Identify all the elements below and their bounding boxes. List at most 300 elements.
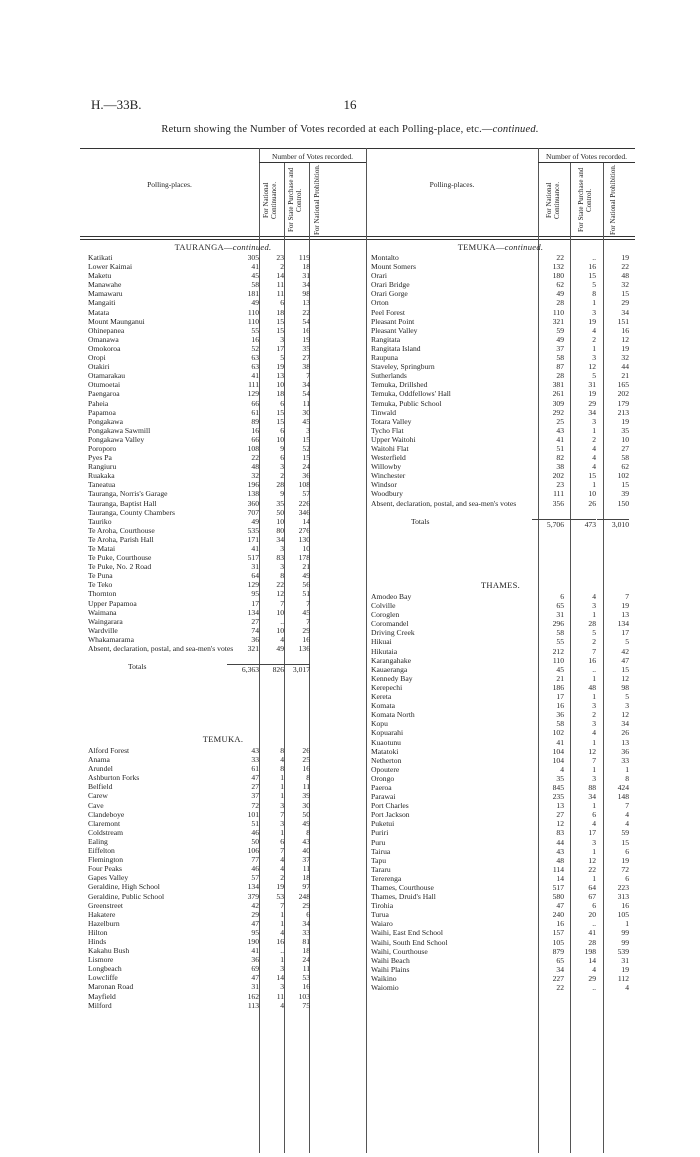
prohibition-votes: 34 — [621, 719, 629, 729]
continuance-votes: 47 — [251, 918, 259, 928]
continuance-votes: 381 — [552, 380, 564, 390]
continuance-votes: 37 — [556, 343, 564, 353]
polling-place-name: Belfield — [88, 782, 113, 792]
polling-place-name: Lower Kaimai — [88, 262, 133, 272]
prohibition-votes: 130 — [298, 534, 310, 544]
table-row — [88, 1001, 366, 1010]
prohibition-votes: 30 — [302, 800, 310, 810]
table-row — [371, 901, 635, 910]
table-row — [88, 335, 366, 344]
table-row — [371, 335, 635, 344]
prohibition-votes: 14 — [302, 516, 310, 526]
prohibition-total: 3,010 — [597, 519, 629, 529]
polling-place-name: Te Puke, No. 2 Road — [88, 562, 152, 572]
polling-place-name: Coldstream — [88, 827, 124, 837]
continuance-votes: 95 — [251, 589, 259, 599]
table-row — [88, 289, 366, 298]
continuance-votes: 104 — [552, 755, 564, 765]
polling-place-name: Hinds — [88, 936, 107, 946]
state-votes: 10 — [276, 516, 284, 526]
polling-place-name: Flemington — [88, 855, 124, 865]
table-row — [371, 728, 635, 737]
table-row — [371, 756, 635, 765]
prohibition-votes: 19 — [621, 601, 629, 611]
table-top-rule — [80, 148, 635, 149]
continuance-votes: 47 — [251, 773, 259, 783]
polling-place-name: Amodeo Bay — [371, 592, 412, 601]
table-row — [88, 982, 366, 991]
state-votes: 15 — [276, 316, 284, 326]
table-row — [88, 973, 366, 982]
continuance-votes: 113 — [247, 1000, 259, 1010]
continuance-votes: 47 — [251, 973, 259, 983]
state-votes: 9 — [280, 443, 284, 453]
table-row — [88, 873, 366, 882]
continuance-votes: 27 — [251, 782, 259, 792]
table-row — [88, 553, 366, 562]
state-votes: 4 — [592, 453, 596, 463]
prohibition-votes: 226 — [298, 498, 310, 508]
state-votes: 3 — [592, 307, 596, 317]
table-row — [371, 408, 635, 417]
state-votes: 20 — [588, 910, 596, 920]
continuance-votes: 31 — [251, 982, 259, 992]
section-title-temuka: TEMUKA. — [202, 734, 244, 744]
continuance-votes: 45 — [251, 271, 259, 281]
prohibition-votes: 45 — [302, 607, 310, 617]
state-votes: 14 — [588, 955, 596, 965]
state-votes: 3 — [280, 334, 284, 344]
polling-place-name: Longbeach — [88, 964, 122, 974]
table-row — [371, 371, 635, 380]
polling-place-name: Matata — [88, 307, 110, 317]
state-votes: 49 — [276, 644, 284, 654]
table-row — [371, 983, 635, 992]
prohibition-votes: 7 — [306, 616, 310, 626]
polling-place-name: Tauranga, Norris's Garage — [88, 489, 168, 499]
prohibition-votes: 15 — [302, 453, 310, 463]
table-row — [371, 692, 635, 701]
polling-place-name: Tererenga — [371, 873, 402, 883]
polling-place-name: Anama — [88, 755, 110, 765]
table-row — [371, 974, 635, 983]
continuance-votes: 13 — [556, 801, 564, 811]
subheader-rule — [538, 162, 635, 163]
polling-place-name: Pleasant Valley — [371, 325, 418, 335]
state-total: 826 — [252, 664, 284, 674]
table-row — [88, 764, 366, 773]
polling-place-name: Wardville — [88, 625, 118, 635]
state-votes: 17 — [588, 828, 596, 838]
polling-place-name: Coroglen — [371, 610, 400, 620]
state-votes: 3 — [592, 719, 596, 729]
continuance-votes: 58 — [556, 719, 564, 729]
state-votes: 1 — [280, 918, 284, 928]
prohibition-votes: 136 — [298, 644, 310, 654]
continuance-votes: 66 — [251, 434, 259, 444]
polling-place-name: Orari Bridge — [371, 280, 410, 290]
continuance-votes: 38 — [556, 462, 564, 472]
totals-row — [371, 517, 635, 530]
prohibition-votes: 37 — [302, 855, 310, 865]
prohibition-votes: 18 — [302, 873, 310, 883]
state-votes: .. — [280, 946, 284, 956]
prohibition-votes: 12 — [621, 710, 629, 720]
state-votes: 18 — [276, 389, 284, 399]
state-votes: 34 — [588, 792, 596, 802]
continuance-votes: 379 — [247, 891, 259, 901]
state-votes: 7 — [280, 598, 284, 608]
prohibition-votes: 22 — [621, 262, 629, 272]
polling-place-name: Ashburton Forks — [88, 773, 140, 783]
table-row — [371, 317, 635, 326]
table-row — [88, 846, 366, 855]
prohibition-votes: 53 — [302, 973, 310, 983]
state-votes: 6 — [592, 901, 596, 911]
continuance-votes: 66 — [251, 398, 259, 408]
table-row — [371, 701, 635, 710]
page-title: Return showing the Number of Votes recorded at each Polling-place, etc.—continued. — [161, 124, 539, 135]
table-row — [88, 271, 366, 280]
table-row — [88, 864, 366, 873]
state-votes: 11 — [276, 991, 284, 1001]
prohibition-votes: 148 — [617, 792, 629, 802]
prohibition-votes: 213 — [617, 407, 629, 417]
state-votes: .. — [592, 919, 596, 929]
continuance-votes: 134 — [247, 607, 259, 617]
prohibition-votes: 62 — [621, 462, 629, 472]
state-votes: 3 — [592, 837, 596, 847]
polling-place-name: Geraldine, High School — [88, 882, 160, 892]
polling-place-name: Tararu — [371, 864, 391, 874]
polling-place-name: Mangaiti — [88, 298, 116, 308]
table-row — [88, 380, 366, 389]
polling-place-name: Rangitata — [371, 334, 401, 344]
polling-place-name: Absent, declaration, postal, and sea-men's votes — [371, 498, 517, 508]
prohibition-votes: 49 — [302, 571, 310, 581]
polling-place-name: Paheia — [88, 398, 109, 408]
table-row — [371, 865, 635, 874]
prohibition-total: 3,017 — [278, 664, 310, 674]
table-row — [88, 801, 366, 810]
state-votes: 3 — [280, 562, 284, 572]
prohibition-votes: 34 — [621, 307, 629, 317]
state-votes: 1 — [280, 827, 284, 837]
state-votes: 28 — [276, 480, 284, 490]
polling-place-name: Maketu — [88, 271, 112, 281]
continuance-votes: 580 — [552, 892, 564, 902]
polling-place-name: Matatoki — [371, 746, 399, 756]
prohibition-votes: 25 — [302, 755, 310, 765]
state-votes: 23 — [276, 253, 284, 262]
table-row — [88, 417, 366, 426]
table-row — [371, 965, 635, 974]
prohibition-votes: 56 — [302, 580, 310, 590]
continuance-votes: 58 — [251, 280, 259, 290]
state-votes: 3 — [280, 818, 284, 828]
continuance-votes: 46 — [251, 827, 259, 837]
prohibition-votes: 33 — [621, 755, 629, 765]
continuance-votes: 108 — [247, 443, 259, 453]
polling-place-name: Otamarakau — [88, 371, 126, 381]
state-votes: 15 — [276, 416, 284, 426]
continuance-votes: 16 — [251, 425, 259, 435]
prohibition-votes: 19 — [302, 334, 310, 344]
table-row — [371, 462, 635, 471]
table-row — [88, 453, 366, 462]
continuance-votes: 65 — [556, 601, 564, 611]
table-row — [371, 362, 635, 371]
state-votes: 2 — [280, 873, 284, 883]
table-row — [371, 628, 635, 637]
continuance-votes: 535 — [247, 525, 259, 535]
state-votes: 5 — [592, 280, 596, 290]
continuance-votes: 517 — [247, 553, 259, 563]
prohibition-votes: 15 — [302, 434, 310, 444]
prohibition-votes: 51 — [302, 589, 310, 599]
prohibition-votes: 19 — [621, 343, 629, 353]
table-row — [371, 956, 635, 965]
state-votes: 4 — [280, 855, 284, 865]
table-row — [371, 738, 635, 747]
polling-place-name: Four Peaks — [88, 864, 122, 874]
polling-place-name: Thames, Druid's Hall — [371, 892, 436, 902]
prohibition-votes: 40 — [302, 846, 310, 856]
polling-place-name: Waimana — [88, 607, 117, 617]
table-row — [88, 992, 366, 1001]
state-votes: 3 — [280, 544, 284, 553]
header-national-continuance: For National Continuance. — [545, 181, 561, 219]
continuance-votes: 89 — [251, 416, 259, 426]
prohibition-votes: 16 — [302, 325, 310, 335]
continuance-votes: 292 — [552, 407, 564, 417]
state-votes: 14 — [276, 973, 284, 983]
continuance-votes: 41 — [556, 434, 564, 444]
table-row — [88, 855, 366, 864]
state-votes: 1 — [592, 425, 596, 435]
prohibition-votes: 34 — [302, 918, 310, 928]
state-votes: 198 — [584, 946, 596, 956]
state-votes: 1 — [592, 692, 596, 702]
polling-place-name: Parawai — [371, 792, 396, 802]
continuance-votes: 4 — [560, 764, 564, 774]
table-row — [88, 773, 366, 782]
prohibition-votes: 165 — [617, 380, 629, 390]
continuance-votes: 129 — [247, 580, 259, 590]
state-votes: 4 — [592, 462, 596, 472]
prohibition-votes: 6 — [625, 873, 629, 883]
prohibition-votes: 35 — [621, 425, 629, 435]
prohibition-votes: 112 — [617, 973, 629, 983]
continuance-votes: 31 — [556, 610, 564, 620]
state-votes: 2 — [280, 471, 284, 481]
polling-place-name: Waihi, Courthouse — [371, 946, 428, 956]
polling-place-name: Taneatua — [88, 480, 116, 490]
polling-place-name: Lismore — [88, 955, 114, 965]
state-votes: 16 — [276, 936, 284, 946]
continuance-votes: 50 — [251, 836, 259, 846]
state-votes: 1 — [592, 737, 596, 747]
prohibition-votes: 16 — [621, 901, 629, 911]
prohibition-votes: 75 — [302, 1000, 310, 1010]
table-row — [88, 280, 366, 289]
polling-place-name: Alford Forest — [88, 746, 130, 755]
state-votes: 7 — [592, 755, 596, 765]
table-row — [371, 253, 635, 262]
polling-places-header: Polling-places. — [147, 180, 192, 189]
continuance-votes: 29 — [251, 909, 259, 919]
state-votes: 1 — [280, 909, 284, 919]
continuance-votes: 62 — [556, 280, 564, 290]
continuance-votes: 162 — [247, 991, 259, 1001]
table-row — [88, 828, 366, 837]
polling-place-name: Waihi, South End School — [371, 937, 448, 947]
state-votes: 3 — [592, 601, 596, 611]
polling-place-name: Temuka, Public School — [371, 398, 442, 408]
state-votes: 4 — [280, 1000, 284, 1010]
totals-label: Totals — [411, 516, 430, 526]
polling-place-name: Kopuarahi — [371, 728, 404, 738]
continuance-votes: 41 — [251, 371, 259, 381]
polling-place-name: Tairua — [371, 846, 391, 856]
table-row — [371, 444, 635, 453]
state-votes: 3 — [592, 701, 596, 711]
table-row — [371, 426, 635, 435]
continuance-votes: 261 — [552, 389, 564, 399]
state-votes: 1 — [592, 343, 596, 353]
prohibition-votes: 44 — [621, 362, 629, 372]
continuance-votes: 28 — [556, 298, 564, 308]
polling-place-name: Kereta — [371, 692, 392, 702]
prohibition-votes: 105 — [617, 910, 629, 920]
prohibition-votes: 150 — [617, 498, 629, 508]
polling-place-name: Kuaotunu — [371, 737, 401, 747]
table-row — [88, 810, 366, 819]
prohibition-votes: 16 — [302, 634, 310, 644]
table-row — [88, 353, 366, 362]
polling-place-name: Maronan Road — [88, 982, 134, 992]
table-row — [371, 480, 635, 489]
state-votes: 29 — [588, 398, 596, 408]
state-votes: 35 — [276, 498, 284, 508]
prohibition-votes: 313 — [617, 892, 629, 902]
state-votes: 80 — [276, 525, 284, 535]
table-row — [371, 828, 635, 837]
table-row — [371, 910, 635, 919]
polling-place-name: Sutherlands — [371, 371, 407, 381]
prohibition-votes: 54 — [302, 316, 310, 326]
state-votes: 19 — [588, 389, 596, 399]
continuance-votes: 138 — [247, 489, 259, 499]
prohibition-votes: 27 — [302, 353, 310, 363]
continuance-votes: 27 — [556, 810, 564, 820]
continuance-votes: 110 — [247, 316, 259, 326]
continuance-votes: 110 — [552, 655, 564, 665]
prohibition-votes: 35 — [302, 343, 310, 353]
state-votes: 16 — [588, 262, 596, 272]
continuance-votes: 16 — [556, 919, 564, 929]
polling-place-name: Puketui — [371, 819, 395, 829]
polling-place-name: Kennedy Bay — [371, 673, 413, 683]
polling-place-name: Kauaeranga — [371, 664, 408, 674]
continuance-votes: 34 — [556, 964, 564, 974]
state-votes: 29 — [588, 973, 596, 983]
state-votes: 12 — [588, 855, 596, 865]
state-votes: 12 — [588, 362, 596, 372]
polling-place-name: Waikino — [371, 973, 397, 983]
section-title-temuka-cont: TEMUKA—continued. — [457, 242, 544, 252]
continuance-votes: 23 — [556, 480, 564, 490]
polling-place-name: Mamawaru — [88, 289, 123, 299]
table-row — [88, 580, 366, 589]
state-votes: 26 — [588, 498, 596, 508]
continuance-votes: 129 — [247, 389, 259, 399]
continuance-votes: 42 — [251, 900, 259, 910]
state-votes: 28 — [588, 619, 596, 629]
table-row — [88, 928, 366, 937]
polling-place-name: Peel Forest — [371, 307, 405, 317]
continuance-votes: 64 — [251, 571, 259, 581]
polling-place-name: Waitohi Flat — [371, 443, 409, 453]
state-votes: 4 — [592, 443, 596, 453]
table-row — [88, 435, 366, 444]
continuance-votes: 49 — [556, 289, 564, 299]
polling-place-name: Eiffelton — [88, 846, 115, 856]
polling-place-name: Te Matai — [88, 544, 116, 553]
prohibition-votes: 97 — [302, 882, 310, 892]
polling-place-name: Pleasant Point — [371, 316, 415, 326]
continuance-votes: 360 — [247, 498, 259, 508]
table-row — [88, 308, 366, 317]
continuance-votes: 134 — [247, 882, 259, 892]
polling-places-header: Polling-places. — [429, 180, 475, 189]
polling-place-name: Orton — [371, 298, 389, 308]
prohibition-votes: 36 — [621, 746, 629, 756]
prohibition-votes: 18 — [302, 946, 310, 956]
header-bottom-rule-2 — [80, 239, 635, 240]
state-votes: 67 — [588, 892, 596, 902]
continuance-votes: 517 — [552, 883, 564, 892]
table-row — [371, 838, 635, 847]
header-national-continuance: For National Continuance. — [262, 181, 278, 219]
continuance-votes: 33 — [251, 755, 259, 765]
state-votes: 15 — [276, 325, 284, 335]
continuance-votes: 12 — [556, 819, 564, 829]
state-votes: 10 — [276, 380, 284, 390]
table-row — [371, 874, 635, 883]
polling-place-name: Kakahu Bush — [88, 946, 130, 956]
table-row — [88, 499, 366, 508]
table-row — [88, 608, 366, 617]
continuance-votes: 61 — [251, 764, 259, 774]
table-row — [88, 892, 366, 901]
continuance-votes: 114 — [552, 864, 564, 874]
prohibition-votes: 4 — [625, 819, 629, 829]
prohibition-votes: 39 — [621, 489, 629, 499]
state-votes: 11 — [276, 289, 284, 299]
table-row — [371, 592, 635, 601]
prohibition-votes: 276 — [298, 525, 310, 535]
state-votes: 3 — [592, 416, 596, 426]
table-row — [371, 747, 635, 756]
prohibition-votes: 24 — [302, 955, 310, 965]
state-votes: 5 — [592, 371, 596, 381]
prohibition-votes: 99 — [621, 928, 629, 938]
subheader-rule — [259, 162, 366, 163]
state-votes: .. — [592, 253, 596, 262]
thames-list — [371, 592, 635, 992]
prohibition-votes: 539 — [617, 946, 629, 956]
